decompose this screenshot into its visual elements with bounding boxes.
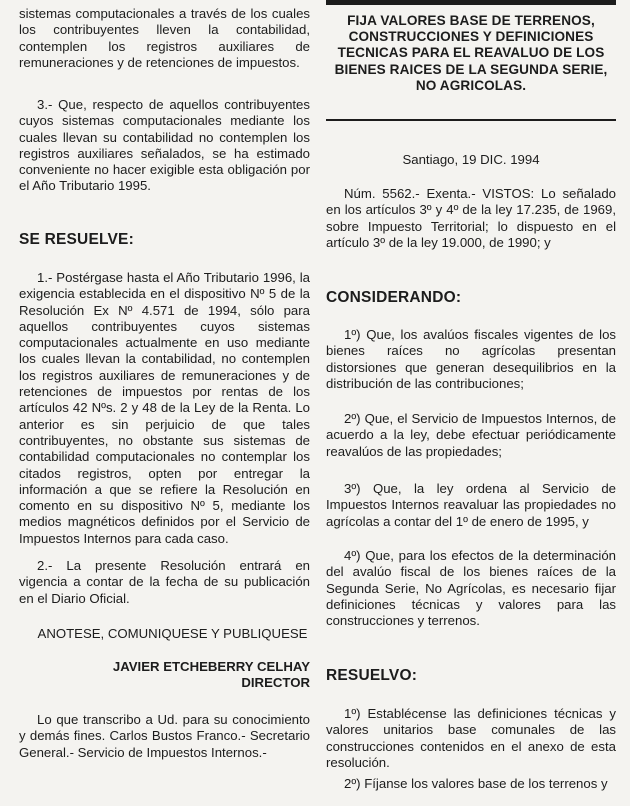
considerando-4: 4º) Que, para los efectos de la determinación del avalúo fiscal de los bienes raíces de la Segunda Serie, No Agrícolas, es necesario fijar definiciones técnicas y valores para las construcciones y terrenos.	[326, 548, 616, 629]
heading-considerando: CONSIDERANDO:	[326, 289, 462, 306]
paragraph-intro: sistemas computacionales a través de los cuales los contribuyentes lleven la contabilidad, contemplen los registros auxiliares de remuneraciones y de retenciones de impuestos.	[19, 6, 310, 70]
signature-block	[19, 659, 310, 692]
title-underline	[326, 119, 616, 121]
resuelvo-2: 2º) Fíjanse los valores base de los terrenos y	[344, 776, 608, 791]
resolution-title	[326, 13, 616, 94]
paragraph-resuelve-1: 1.- Postérgase hasta el Año Tributario 1996, la exigencia establecida en el dispositivo Nº 5 de la Resolución Ex Nº 4.571 de 1994, sólo para aquellos contribuyentes cuyos sistemas computacionales actualmente en uso mediante los cuales llevan la contabilidad, no contemplen los registros auxiliares de remuneraciones y de retenciones de impuestos por rentas de los artículos 42 Nºs. 2 y 48 de la Ley de la Renta. Lo anterior es sin perjuicio de que tales contribuyentes, no obstante sus sistemas de contabilidad computacionales no contemplar los citados registros, opten por entregar la información a que se refiere la Resolución en comento en su dispositivo Nº 5, mediante los medios magnéticos definidos por el Servicio de Impuestos Internos para cada caso.	[19, 270, 310, 546]
heading-resuelvo: RESUELVO:	[326, 667, 418, 684]
considerando-2: 2º) Que, el Servicio de Impuestos Internos, de acuerdo a la ley, debe efectuar periódicamente reavalúos de las propiedades;	[326, 411, 616, 459]
heading-se-resuelve: SE RESUELVE:	[19, 231, 134, 248]
title-line-4: BIENES RAICES DE LA SEGUNDA SERIE,	[334, 61, 608, 77]
title-line-5: NO AGRICOLAS.	[415, 77, 527, 93]
title-line-3: TECNICAS PARA EL REAVALUO DE LOS	[337, 45, 605, 61]
considerando-1: 1º) Que, los avalúos fiscales vigentes de los bienes raíces no agrícolas presentan distorsiones que generan desequilibrios en la distribución de las contribuciones;	[326, 327, 616, 391]
title-line-2: CONSTRUCCIONES Y DEFINICIONES	[348, 29, 594, 45]
closing-paragraph: Lo que transcribo a Ud. para su conocimiento y demás fines. Carlos Bustos Franco.- Secretario General.- Servicio de Impuestos Internos.-	[19, 712, 310, 760]
vistos-paragraph: Núm. 5562.- Exenta.- VISTOS: Lo señalado en los artículos 3º y 4º de la ley 17.235, de 1969, sobre Impuesto Territorial; lo dispuesto en el artículo 3º de la ley 19.000, de 1990; y	[326, 186, 616, 250]
signature-title: DIRECTOR	[241, 675, 310, 691]
anotese-line: ANOTESE, COMUNIQUESE Y PUBLIQUESE	[37, 626, 308, 641]
title-line-1: FIJA VALORES BASE DE TERRENOS,	[347, 13, 595, 28]
paragraph-resuelve-2: 2.- La presente Resolución entrará en vigencia a contar de la fecha de su publicación en el Diario Oficial.	[19, 558, 310, 606]
signature-name: JAVIER ETCHEBERRY CELHAY	[112, 659, 310, 674]
paragraph-3: 3.- Que, respecto de aquellos contribuyentes cuyos sistemas computacionales mediante los cuales llevan su contabilidad no contemplen los registros auxiliares señalados, se ha estimado conveniente no hacer exigible esta obligación por el Año Tributario 1995.	[19, 97, 310, 194]
top-rule	[326, 0, 616, 5]
resuelvo-1: 1º) Establécense las definiciones técnicas y valores unitarios base comunales de las construcciones contenidos en el anexo de esta resolución.	[326, 706, 616, 770]
considerando-3: 3º) Que, la ley ordena al Servicio de Impuestos Internos reavaluar las propiedades no agrícolas a contar del 1º de enero de 1995, y	[326, 481, 616, 529]
date-line: Santiago, 19 DIC. 1994	[402, 152, 540, 167]
